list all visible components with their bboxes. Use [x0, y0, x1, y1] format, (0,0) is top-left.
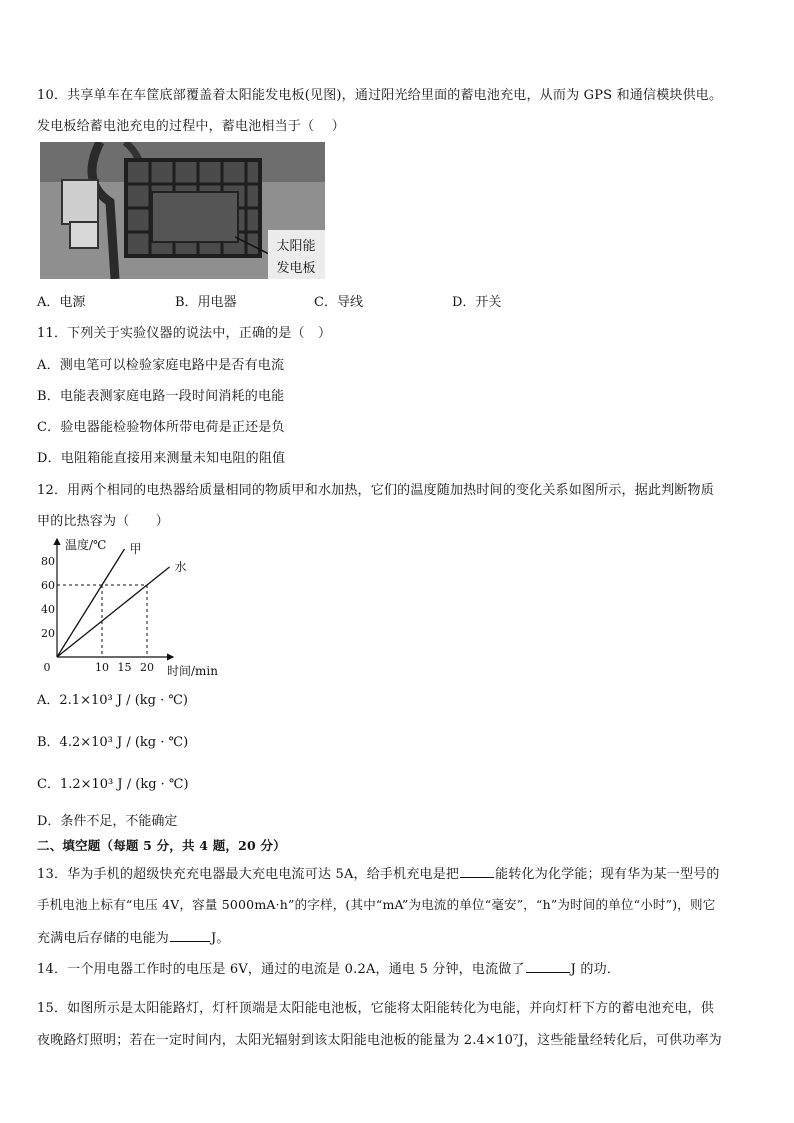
q15-line-2: 夜晚路灯照明；若在一定时间内，太阳光辐射到该太阳能电池板的能量为 2.4×10⁷J，这些能量经转化后，可供功率为: [37, 1033, 722, 1048]
section-heading-fill-in: 二、填空题（每题 5 分，共 4 题，20 分）: [37, 838, 286, 853]
q13-text-1a: 13．华为手机的超级快充充电器最大充电电流可达 5A，给手机充电是把: [37, 867, 460, 882]
q14-text-a: 14．一个用电器工作时的电压是 6V，通过的电流是 0.2A，通电 5 分钟，电流做了: [37, 962, 525, 977]
q10-option-d: D．开关: [452, 295, 502, 310]
q13-line-1: [37, 863, 720, 882]
x-tick-label: 15: [117, 661, 132, 674]
q10-option-c: C．导线: [314, 295, 363, 310]
q11-option-a: A．测电笔可以检验家庭电路中是否有电流: [37, 358, 285, 373]
q10-option-b: B．用电器: [175, 295, 237, 310]
x-tick-label: 0: [43, 661, 51, 674]
y-axis-label: 温度/℃: [65, 538, 107, 552]
y-tick-label: 20: [41, 627, 55, 640]
q12-option-a: A．2.1×10³ J / (kg · ℃): [37, 693, 188, 708]
series-label: 甲: [129, 542, 142, 556]
q11-option-b: B．电能表测家庭电路一段时间消耗的电能: [37, 389, 285, 404]
solar-panel-photo: [40, 142, 325, 279]
q13-text-3b: J。: [211, 931, 230, 946]
q11-option-c: C．验电器能检验物体所带电荷是正还是负: [37, 420, 285, 435]
q14-text-b: J 的功．: [570, 962, 621, 977]
x-axis-label: 时间/min: [167, 664, 218, 678]
temperature-time-chart: [37, 535, 237, 685]
q11-option-d: D．电阻箱能直接用来测量未知电阻的阻值: [37, 451, 286, 466]
q10-stem-line-1: 10．共享单车在车筐底部覆盖着太阳能发电板(见图)，通过阳光给里面的蓄电池充电，从而为 GPS 和通信模块供电。: [37, 88, 723, 103]
q14-blank[interactable]: [526, 972, 570, 973]
y-tick-label: 60: [41, 579, 55, 592]
q10-stem-line-2: 发电板给蓄电池充电的过程中，蓄电池相当于（ ）: [37, 119, 345, 134]
q13-blank-1[interactable]: [460, 877, 494, 878]
q13-line-3: [37, 927, 230, 946]
q13-line-2: 手机电池上标有“电压 4V，容量 5000mA·h”的字样，(其中“mA”为电流的单位“毫安”，“h”为时间的单位“小时”)，则它: [37, 897, 716, 912]
q12-stem-line-2: 甲的比热容为（ ）: [37, 514, 170, 529]
q11-stem: 11．下列关于实验仪器的说法中，正确的是（ ）: [37, 326, 332, 341]
q12-option-d: D．条件不足，不能确定: [37, 814, 178, 829]
x-tick-label: 10: [95, 661, 109, 674]
x-tick-label: 20: [140, 661, 154, 674]
q13-text-3a: 充满电后存储的电能为: [37, 931, 170, 946]
y-tick-label: 40: [41, 603, 55, 616]
series-label: 水: [174, 560, 187, 574]
q15-line-1: 15．如图所示是太阳能路灯，灯杆顶端是太阳能电池板，它能将太阳能转化为电能，并向灯杆下方的蓄电池充电，供: [37, 1001, 714, 1016]
series-line: [57, 567, 170, 657]
q14-line: [37, 958, 620, 977]
bike-basket-illustration: [40, 142, 325, 279]
q13-text-1b: 能转化为化学能；现有华为某一型号的: [495, 867, 720, 882]
chart-svg: [37, 535, 237, 685]
y-tick-label: 80: [41, 555, 55, 568]
photo-label-line-2: 发电板: [276, 261, 316, 276]
q10-option-a: A．电源: [37, 295, 86, 310]
q12-option-c: C．1.2×10³ J / (kg · ℃): [37, 777, 189, 792]
series-line: [57, 549, 125, 657]
photo-label-line-1: 太阳能: [276, 239, 316, 254]
q12-stem-line-1: 12．用两个相同的电热器给质量相同的物质甲和水加热，它们的温度随加热时间的变化关系如图所示，据此判断物质: [37, 483, 714, 498]
q12-option-b: B．4.2×10³ J / (kg · ℃): [37, 735, 189, 750]
q13-blank-2[interactable]: [170, 941, 210, 942]
